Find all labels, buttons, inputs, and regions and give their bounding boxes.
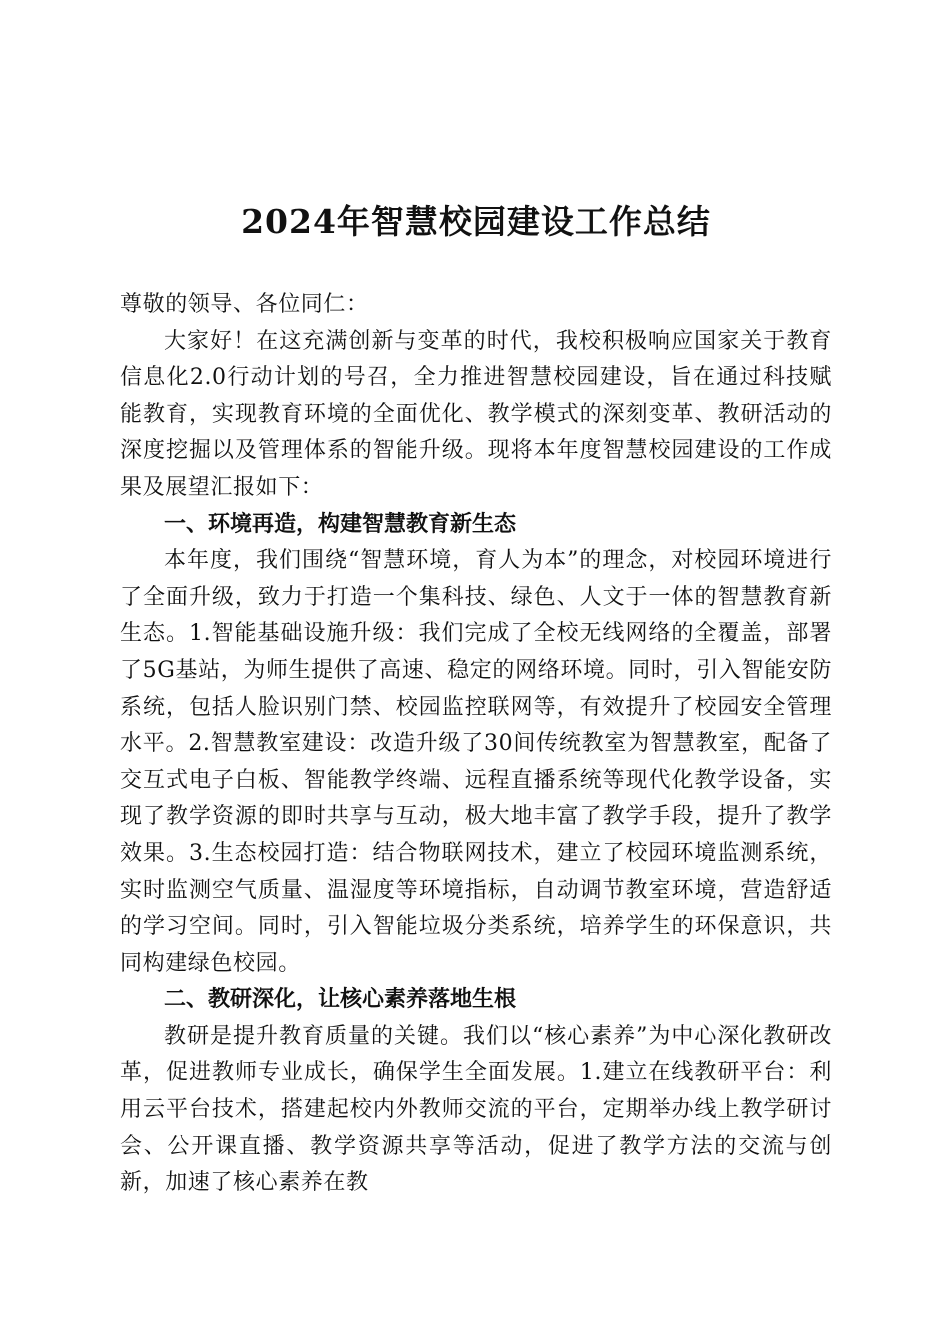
- section-2-heading: 二、教研深化，让核心素养落地生根: [164, 987, 517, 1013]
- title-spacer: [120, 244, 832, 287]
- document-body: [120, 200, 832, 1202]
- section-1-heading: 一、环境再造，构建智慧教育新生态: [164, 511, 517, 537]
- intro-paragraph: 大家好！在这充满创新与变革的时代，我校积极响应国家关于教育信息化2.0行动计划的号召，全力推进智慧校园建设，旨在通过科技赋能教育，实现教育环境的全面优化、教学模式的深刻变革、教研活动的深度挖掘以及管理体系的智能升级。现将本年度智慧校园建设的工作成果及展望汇报如下：: [120, 328, 832, 500]
- section-2-paragraph: 教研是提升教育质量的关键。我们以“核心素养”为中心深化教研改革，促进教师专业成长，确保学生全面发展。1.建立在线教研平台：利用云平台技术，搭建起校内外教师交流的平台，定期举办线上教学研讨会、公开课直播、教学资源共享等活动，促进了教学方法的交流与创新，加速了核心素养在教: [120, 1023, 832, 1196]
- section-1-paragraph: 本年度，我们围绕“智慧环境，育人为本”的理念，对校园环境进行了全面升级，致力于打造一个集科技、绿色、人文于一体的智慧教育新生态。1.智能基础设施升级：我们完成了全校无线网络的全覆盖，部署了5G基站，为师生提供了高速、稳定的网络环境。同时，引入智能安防系统，包括人脸识别门禁、校园监控联网等，有效提升了校园安全管理水平。2.智慧教室建设：改造升级了30间传统教室为智慧教室，配备了交互式电子白板、智能教学终端、远程直播系统等现代化教学设备，实现了教学资源的即时共享与互动，极大地丰富了教学手段，提升了教学效果。3.生态校园打造：结合物联网技术，建立了校园环境监测系统，实时监测空气质量、温湿度等环境指标，自动调节教室环境，营造舒适的学习空间。同时，引入智能垃圾分类系统，培养学生的环保意识，共同构建绿色校园。: [120, 548, 832, 976]
- salutation: 尊敬的领导、各位同仁：: [120, 292, 369, 317]
- document-title: 2024年智慧校园建设工作总结: [241, 202, 711, 241]
